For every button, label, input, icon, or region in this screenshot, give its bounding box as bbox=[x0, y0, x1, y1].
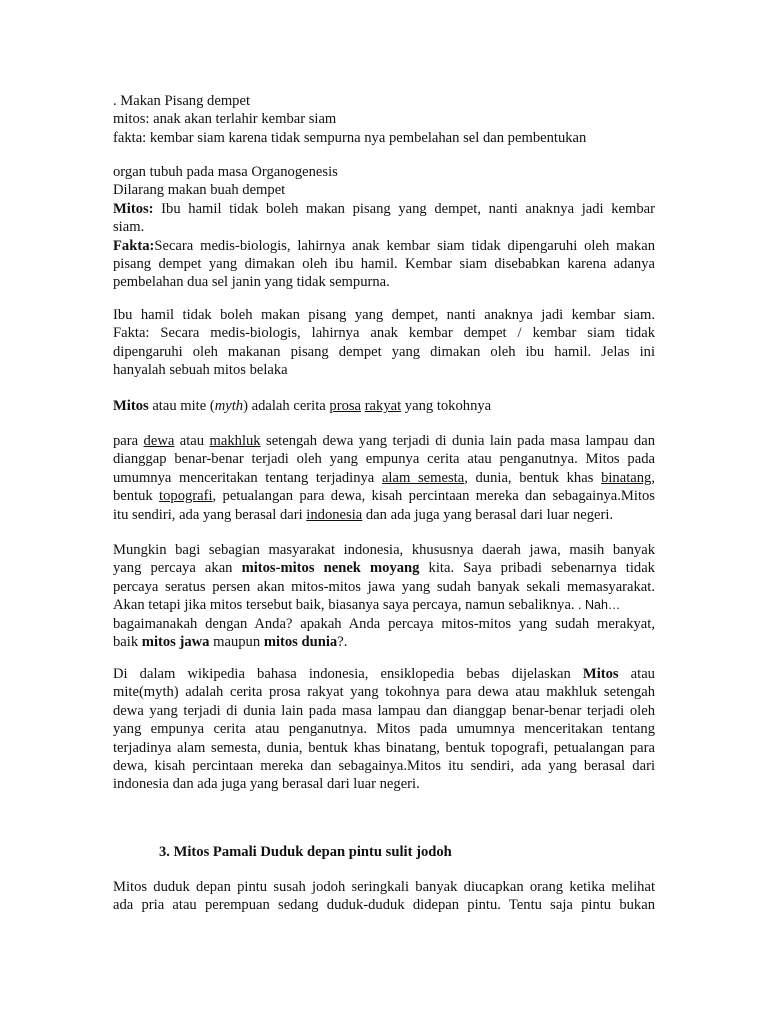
paragraph-wikipedia bbox=[113, 665, 655, 794]
paragraph-duduk-depan-pintu bbox=[113, 878, 655, 915]
text-span: maupun bbox=[209, 634, 264, 651]
link-dewa[interactable]: dewa bbox=[143, 433, 175, 449]
paragraph-definisi-mitos bbox=[113, 397, 655, 415]
text-span: dan ada juga yang berasal dari luar negeri. bbox=[362, 506, 614, 523]
text-span: , petualangan para dewa, kisah percintaan mereka dan sebagainya.Mitos bbox=[212, 488, 655, 505]
text-span: atau mite ( bbox=[148, 398, 215, 414]
text-span: kita. Saya pribadi sebenarnya tidak bbox=[419, 560, 655, 577]
text-span: Di dalam wikipedia bahasa indonesia, ensiklopedia bebas dijelaskan bbox=[113, 666, 583, 682]
bold-text: mitos-mitos nenek moyang bbox=[241, 560, 420, 577]
text-line: mite(myth) adalah cerita prosa rakyat yang tokohnya para dewa atau makhluk setengah bbox=[113, 684, 655, 701]
text-span: ?. bbox=[337, 634, 348, 651]
text-line: dewa yang terjadi di dunia lain pada masa lampau dan dianggap benar-benar terjadi oleh bbox=[113, 702, 655, 719]
text-line: bagaimanakah dengan Anda? apakah Anda percaya mitos-mitos yang sudah merakyat, bbox=[113, 615, 655, 632]
text-line bbox=[113, 596, 655, 614]
text-line: . Makan Pisang dempet bbox=[113, 93, 250, 109]
text-line: siam. bbox=[113, 219, 145, 236]
text-line: organ tubuh pada masa Organogenesis bbox=[113, 164, 338, 180]
text-span: umumnya menceritakan tentang terjadinya bbox=[113, 469, 382, 486]
text-line: dipengaruhi oleh makanan pisang dempet yang dimakan oleh ibu hamil. Jelas ini bbox=[113, 343, 655, 360]
text-line: terjadinya alam semesta, dunia, bentuk khas binatang, bentuk topografi, petualangan para bbox=[113, 739, 655, 756]
paragraph-para-dewa bbox=[113, 432, 655, 524]
text-line: dewa, kisah percintaan mereka dan sebagainya.Mitos itu sendiri, ada yang berasal dari bbox=[113, 758, 655, 775]
text-span: atau bbox=[174, 433, 210, 449]
link-binatang[interactable]: binatang bbox=[601, 469, 652, 486]
text-span: setengah dewa yang terjadi di dunia lain pada masa lampau dan bbox=[260, 433, 656, 449]
text-line: dianggap benar-benar terjadi oleh yang empunya cerita atau penganutnya. Mitos pada bbox=[113, 451, 655, 468]
text-line: hanyalah sebuah mitos belaka bbox=[113, 362, 288, 379]
text-line: pisang dempet yang dimakan oleh ibu hamil. Kembar siam disebabkan karena adanya bbox=[113, 256, 655, 273]
text-span: bentuk bbox=[113, 488, 160, 505]
text-span: ) adalah cerita bbox=[243, 398, 330, 414]
bold-text: mitos dunia bbox=[263, 634, 338, 651]
text-span: para bbox=[113, 433, 144, 449]
text-line bbox=[113, 487, 655, 505]
bold-text: mitos jawa bbox=[141, 634, 210, 651]
nah-text: . Nah… bbox=[574, 598, 621, 613]
text-line: Mitos duduk depan pintu susah jodoh seringkali banyak diucapkan orang ketika melihat bbox=[113, 879, 655, 895]
text-line bbox=[113, 559, 655, 577]
text-span: atau bbox=[618, 666, 655, 682]
term-mitos: Mitos bbox=[113, 398, 149, 414]
text-span: Secara medis-biologis, lahirnya anak kembar siam tidak dipengaruhi oleh makan bbox=[154, 237, 655, 254]
text-line: fakta: kembar siam karena tidak sempurna nya pembelahan sel dan pembentukan bbox=[113, 129, 587, 146]
link-prosa[interactable]: prosa bbox=[329, 398, 362, 414]
text-line: yang empunya cerita atau penganutnya. Mitos pada umumnya menceritakan tentang bbox=[113, 721, 655, 738]
text-line: Ibu hamil tidak boleh makan pisang yang dempet, nanti anaknya jadi kembar siam. bbox=[113, 307, 655, 323]
text-line: mitos: anak akan terlahir kembar siam bbox=[113, 111, 337, 128]
text-line bbox=[113, 469, 655, 487]
term-myth: myth bbox=[214, 398, 244, 414]
bold-text: Mitos bbox=[582, 666, 619, 682]
paragraph-organogenesis bbox=[113, 163, 655, 292]
text-line bbox=[113, 237, 655, 255]
text-span: Ibu hamil tidak boleh makan pisang yang dempet, nanti anaknya jadi kembar bbox=[153, 200, 655, 217]
text-span: itu sendiri, ada yang berasal dari bbox=[113, 506, 307, 523]
text-line bbox=[113, 665, 655, 683]
link-topografi[interactable]: topografi bbox=[159, 488, 213, 505]
text-line bbox=[113, 397, 655, 415]
text-line bbox=[113, 633, 655, 651]
text-span: , bbox=[651, 469, 655, 486]
text-line: percaya seratus persen akan mitos-mitos jawa yang sudah banyak sekali memasyarakat. bbox=[113, 578, 655, 595]
mitos-label: Mitos: bbox=[113, 200, 154, 217]
paragraph-mitos-jawa bbox=[113, 541, 655, 651]
link-makhluk[interactable]: makhluk bbox=[209, 433, 261, 449]
text-line: Dilarang makan buah dempet bbox=[113, 182, 286, 199]
link-indonesia[interactable]: indonesia bbox=[306, 506, 363, 523]
text-line: pembelahan dua sel janin yang tidak sempurna. bbox=[113, 274, 390, 291]
text-span: , dunia, bentuk khas bbox=[464, 469, 602, 486]
text-line bbox=[113, 506, 655, 524]
text-line: Fakta: Secara medis-biologis, lahirnya anak kembar dempet / kembar siam tidak bbox=[113, 325, 655, 342]
paragraph-pisang-dempet bbox=[113, 92, 655, 147]
text-line bbox=[113, 200, 655, 218]
link-rakyat[interactable]: rakyat bbox=[364, 398, 402, 414]
link-alam-semesta[interactable]: alam semesta bbox=[381, 469, 465, 486]
paragraph-fakta-dempet bbox=[113, 306, 655, 380]
fakta-label: Fakta: bbox=[113, 237, 155, 254]
text-line: ada pria atau perempuan sedang duduk-duduk didepan pintu. Tentu saja pintu bukan bbox=[113, 897, 655, 914]
section-heading: 3. Mitos Pamali Duduk depan pintu sulit jodoh bbox=[159, 844, 452, 860]
text-span: yang tokohnya bbox=[401, 398, 492, 414]
text-span: Akan tetapi jika mitos tersebut baik, biasanya saya percaya, namun sebaliknya. bbox=[113, 597, 575, 614]
text-span: yang percaya akan bbox=[113, 560, 242, 577]
text-line: Mungkin bagi sebagian masyarakat indonesia, khususnya daerah jawa, masih banyak bbox=[113, 542, 655, 558]
text-line bbox=[113, 432, 655, 450]
text-line: indonesia dan ada juga yang berasal dari luar negeri. bbox=[113, 776, 420, 793]
text-span: baik bbox=[113, 634, 142, 651]
